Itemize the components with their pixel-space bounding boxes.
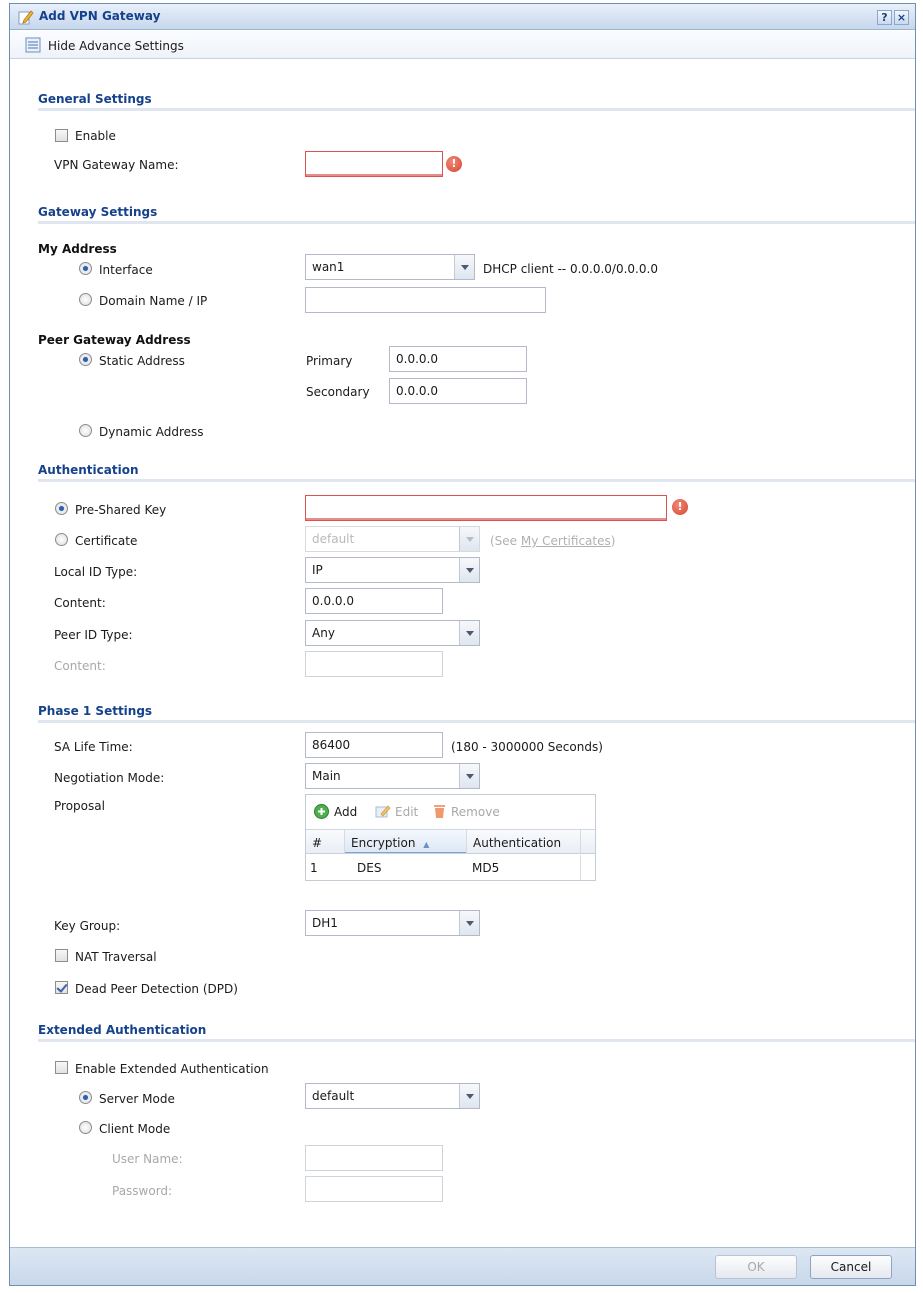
proposal-grid (305, 794, 596, 881)
column-header-authentication[interactable]: Authentication (473, 836, 562, 850)
close-button[interactable]: × (894, 10, 909, 25)
server-mode-value: default (312, 1089, 355, 1103)
secondary-label: Secondary (306, 385, 370, 399)
peer-content-input (305, 651, 443, 677)
nat-traversal-label: NAT Traversal (75, 950, 157, 964)
list-settings-icon (25, 37, 41, 53)
chevron-down-icon (459, 911, 479, 935)
content-label: Content: (54, 596, 106, 610)
pre-shared-key-label: Pre-Shared Key (75, 503, 167, 517)
trash-icon (433, 804, 446, 819)
dynamic-address-radio[interactable] (79, 424, 92, 437)
domain-name-ip-input[interactable] (305, 287, 546, 313)
peer-content-label: Content: (54, 659, 106, 673)
primary-address-input[interactable]: 0.0.0.0 (389, 346, 527, 372)
settings-toolbar (10, 31, 915, 59)
title-bar (10, 4, 915, 30)
secondary-address-input[interactable]: 0.0.0.0 (389, 378, 527, 404)
certificate-select (305, 526, 480, 552)
client-mode-label: Client Mode (99, 1122, 171, 1136)
static-address-radio[interactable] (79, 353, 92, 366)
user-name-label: User Name: (112, 1152, 183, 1166)
password-label: Password: (112, 1184, 173, 1198)
row-authentication: MD5 (472, 861, 500, 875)
peer-gateway-address-title: Peer Gateway Address (38, 333, 191, 347)
peer-id-type-value: Any (312, 626, 335, 640)
section-divider (38, 479, 916, 482)
table-row[interactable] (306, 855, 595, 880)
certificate-hint-prefix: (See (490, 534, 521, 548)
column-header-number[interactable]: # (312, 836, 323, 850)
sa-life-time-input[interactable]: 86400 (305, 732, 443, 758)
cancel-button[interactable]: Cancel (810, 1255, 892, 1279)
enable-extended-authentication-label: Enable Extended Authentication (75, 1062, 269, 1076)
error-icon: ! (446, 156, 462, 172)
password-input (305, 1176, 443, 1202)
edit-icon (375, 804, 391, 819)
local-content-input[interactable]: 0.0.0.0 (305, 588, 443, 614)
row-encryption: DES (357, 861, 382, 875)
my-address-title: My Address (38, 242, 117, 256)
proposal-label: Proposal (54, 799, 105, 813)
server-mode-select[interactable] (305, 1083, 480, 1109)
primary-label: Primary (306, 354, 353, 368)
interface-select[interactable] (305, 254, 475, 280)
gateway-settings-title: Gateway Settings (38, 205, 158, 219)
certificate-select-value: default (312, 532, 355, 546)
negotiation-mode-select[interactable] (305, 763, 480, 789)
edit-pencil-icon (18, 9, 34, 25)
interface-label: Interface (99, 263, 153, 277)
help-button[interactable]: ? (877, 10, 892, 25)
phase-1-settings-title: Phase 1 Settings (38, 704, 153, 718)
chevron-down-icon (459, 527, 479, 551)
peer-id-type-label: Peer ID Type: (54, 628, 133, 642)
local-id-type-value: IP (312, 563, 323, 577)
column-header-encryption-label: Encryption (351, 836, 416, 850)
chevron-down-icon (459, 1084, 479, 1108)
nat-traversal-checkbox[interactable] (55, 949, 68, 962)
extended-authentication-title: Extended Authentication (38, 1023, 207, 1037)
section-divider (38, 108, 916, 111)
my-certificates-link[interactable]: My Certificates (520, 534, 611, 548)
chevron-down-icon (459, 558, 479, 582)
proposal-edit-label: Edit (395, 805, 419, 819)
column-header-encryption[interactable] (345, 830, 466, 853)
domain-name-ip-radio[interactable] (79, 293, 92, 306)
user-name-input (305, 1145, 443, 1171)
client-mode-radio[interactable] (79, 1121, 92, 1134)
domain-name-ip-label: Domain Name / IP (99, 294, 208, 308)
key-group-value: DH1 (312, 916, 338, 930)
dialog-footer (10, 1247, 915, 1286)
enable-checkbox[interactable] (55, 129, 68, 142)
server-mode-radio[interactable] (79, 1091, 92, 1104)
key-group-select[interactable] (305, 910, 480, 936)
vpn-gateway-name-label: VPN Gateway Name: (54, 158, 179, 172)
section-divider (38, 221, 916, 224)
section-divider (38, 1039, 916, 1042)
proposal-toolbar (306, 795, 595, 828)
peer-id-type-select[interactable] (305, 620, 480, 646)
sort-ascending-icon: ▲ (423, 840, 430, 849)
server-mode-label: Server Mode (99, 1092, 175, 1106)
dead-peer-detection-label: Dead Peer Detection (DPD) (75, 982, 238, 996)
negotiation-mode-label: Negotiation Mode: (54, 771, 165, 785)
proposal-remove-label: Remove (451, 805, 500, 819)
hide-advance-settings-button[interactable]: Hide Advance Settings (48, 39, 184, 53)
certificate-hint (490, 534, 615, 548)
negotiation-mode-value: Main (312, 769, 341, 783)
sa-life-time-hint: (180 - 3000000 Seconds) (451, 740, 603, 754)
certificate-radio[interactable] (55, 533, 68, 546)
chevron-down-icon (454, 255, 474, 279)
proposal-add-label: Add (334, 805, 358, 819)
chevron-down-icon (459, 764, 479, 788)
vpn-gateway-name-input[interactable] (305, 151, 443, 177)
ok-button[interactable]: OK (715, 1255, 797, 1279)
authentication-title: Authentication (38, 463, 139, 477)
add-icon (314, 804, 329, 819)
enable-label: Enable (75, 129, 116, 143)
general-settings-title: General Settings (38, 92, 152, 106)
local-id-type-select[interactable] (305, 557, 480, 583)
pre-shared-key-radio[interactable] (55, 502, 68, 515)
interface-radio[interactable] (79, 262, 92, 275)
row-number: 1 (310, 861, 318, 875)
section-divider (38, 720, 916, 723)
pre-shared-key-input[interactable] (305, 495, 667, 521)
interface-info-text: DHCP client -- 0.0.0.0/0.0.0.0 (483, 262, 658, 276)
column-separator (580, 855, 581, 880)
dead-peer-detection-checkbox[interactable] (55, 981, 68, 994)
dialog-title: Add VPN Gateway (39, 9, 161, 23)
column-separator (580, 830, 581, 853)
certificate-hint-suffix: ) (610, 534, 616, 548)
proposal-grid-header (306, 829, 595, 854)
static-address-label: Static Address (99, 354, 185, 368)
enable-extended-authentication-checkbox[interactable] (55, 1061, 68, 1074)
chevron-down-icon (459, 621, 479, 645)
interface-select-value: wan1 (312, 260, 345, 274)
sa-life-time-label: SA Life Time: (54, 740, 133, 754)
add-vpn-gateway-dialog (9, 3, 916, 1286)
dynamic-address-label: Dynamic Address (99, 425, 204, 439)
certificate-label: Certificate (75, 534, 138, 548)
error-icon: ! (672, 499, 688, 515)
local-id-type-label: Local ID Type: (54, 565, 138, 579)
key-group-label: Key Group: (54, 919, 121, 933)
